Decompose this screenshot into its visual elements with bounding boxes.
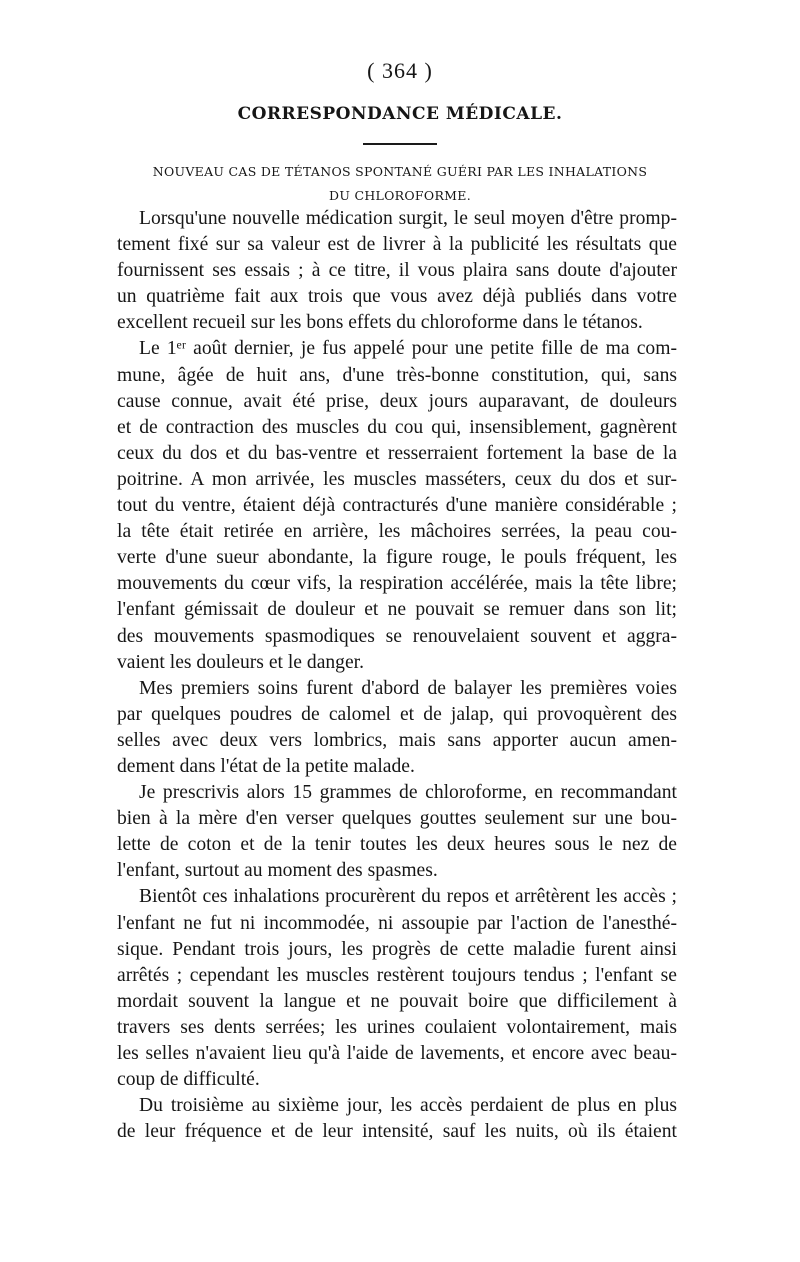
article-body — [117, 206, 677, 1145]
text-line: Mes premiers soins furent d'abord de balayer les premières voies — [139, 677, 677, 699]
text-line: vaient les douleurs et le danger. — [117, 651, 365, 673]
text-line: coup de difficulté. — [117, 1069, 260, 1091]
text-line: poitrine. A mon arrivée, les muscles masséters, ceux du dos et sur- — [117, 468, 677, 490]
article-title — [128, 160, 672, 208]
paragraph — [117, 676, 677, 780]
paragraph — [117, 206, 677, 336]
text-line: les selles n'avaient lieu qu'à l'aide de lavements, et encore avec beau- — [117, 1043, 677, 1064]
text-line: sique. Pendant trois jours, les progrès de cette maladie furent ainsi — [117, 938, 677, 960]
text-line: l'enfant, surtout au moment des spasmes. — [117, 860, 438, 882]
paragraph — [117, 336, 677, 675]
text-line: selles avec deux vers lombrics, mais sans apporter aucun amen- — [117, 729, 677, 751]
text-line: excellent recueil sur les bons effets du chloroforme dans le tétanos. — [117, 312, 643, 334]
text-line: un quatrième fait aux trois que vous avez déjà publiés dans votre — [117, 286, 677, 308]
text-line: la tête était retirée en arrière, les mâchoires serrées, la peau cou- — [117, 521, 677, 543]
text-line: tement fixé sur sa valeur est de livrer à la publicité les résultats que — [117, 234, 677, 256]
paragraph — [117, 884, 677, 1093]
text-line: mouvements du cœur vifs, la respiration accélérée, mais la tête libre; — [117, 573, 677, 595]
text-line: ceux du dos et du bas-ventre et resserraient fortement la base de la — [117, 442, 677, 464]
text-line: arrêtés ; cependant les muscles restèrent toujours tendus ; l'enfant se — [117, 964, 677, 986]
text-line: l'enfant ne fut ni incommodée, ni assoupie par l'action de l'anesthé- — [117, 912, 677, 934]
text-line: fournissent ses essais ; à ce titre, il vous plaira sans doute d'ajouter — [117, 260, 677, 282]
text-line: Bientôt ces inhalations procurèrent du repos et arrêtèrent les accès ; — [139, 886, 677, 908]
text-line: des mouvements spasmodiques se renouvelaient souvent et aggra- — [117, 625, 677, 647]
text-line: Je prescrivis alors 15 grammes de chloroforme, en recommandant — [139, 782, 677, 804]
page-number: ( 364 ) — [367, 58, 433, 83]
article-title-line: NOUVEAU CAS DE TÉTANOS SPONTANÉ GUÉRI PAR LES INHALATIONS — [152, 164, 648, 179]
text-line: et de contraction des muscles du cou qui, insensiblement, gagnèrent — [117, 416, 677, 438]
title-divider — [363, 143, 437, 145]
text-line: cause connue, avait été prise, deux jours auparavant, de douleurs — [117, 390, 677, 412]
text-line: travers ses dents serrées; les urines coulaient volontairement, mais — [117, 1016, 677, 1038]
text-line: de leur fréquence et de leur intensité, sauf les nuits, où ils étaient — [117, 1121, 677, 1143]
text-line: verte d'une sueur abondante, la figure rouge, le pouls fréquent, les — [117, 547, 677, 569]
section-title: CORRESPONDANCE MÉDICALE. — [237, 104, 563, 124]
article-title-line: DU CHLOROFORME. — [329, 188, 471, 203]
text-line: Du troisième au sixième jour, les accès perdaient de plus en plus — [139, 1095, 677, 1117]
text-line: Le 1ᵉʳ août dernier, je fus appelé pour une petite fille de ma com- — [139, 338, 677, 360]
text-line: lette de coton et de la tenir toutes les deux heures sous le nez de — [117, 834, 677, 856]
text-line: Lorsqu'une nouvelle médication surgit, le seul moyen d'être promp- — [139, 208, 677, 229]
text-line: tout du ventre, étaient déjà contracturés d'une manière considérable ; — [117, 495, 677, 517]
text-line: par quelques poudres de calomel et de jalap, qui provoquèrent des — [117, 703, 677, 725]
text-line: bien à la mère d'en verser quelques gouttes seulement sur une bou- — [117, 808, 677, 830]
paragraph — [117, 1093, 677, 1145]
text-line: mune, âgée de huit ans, d'une très-bonne constitution, qui, sans — [117, 364, 677, 386]
paragraph — [117, 780, 677, 884]
text-line: l'enfant gémissait de douleur et ne pouvait se remuer dans son lit; — [117, 599, 677, 621]
text-line: dement dans l'état de la petite malade. — [117, 755, 415, 777]
text-line: mordait souvent la langue et ne pouvait boire que difficilement à — [117, 990, 677, 1012]
